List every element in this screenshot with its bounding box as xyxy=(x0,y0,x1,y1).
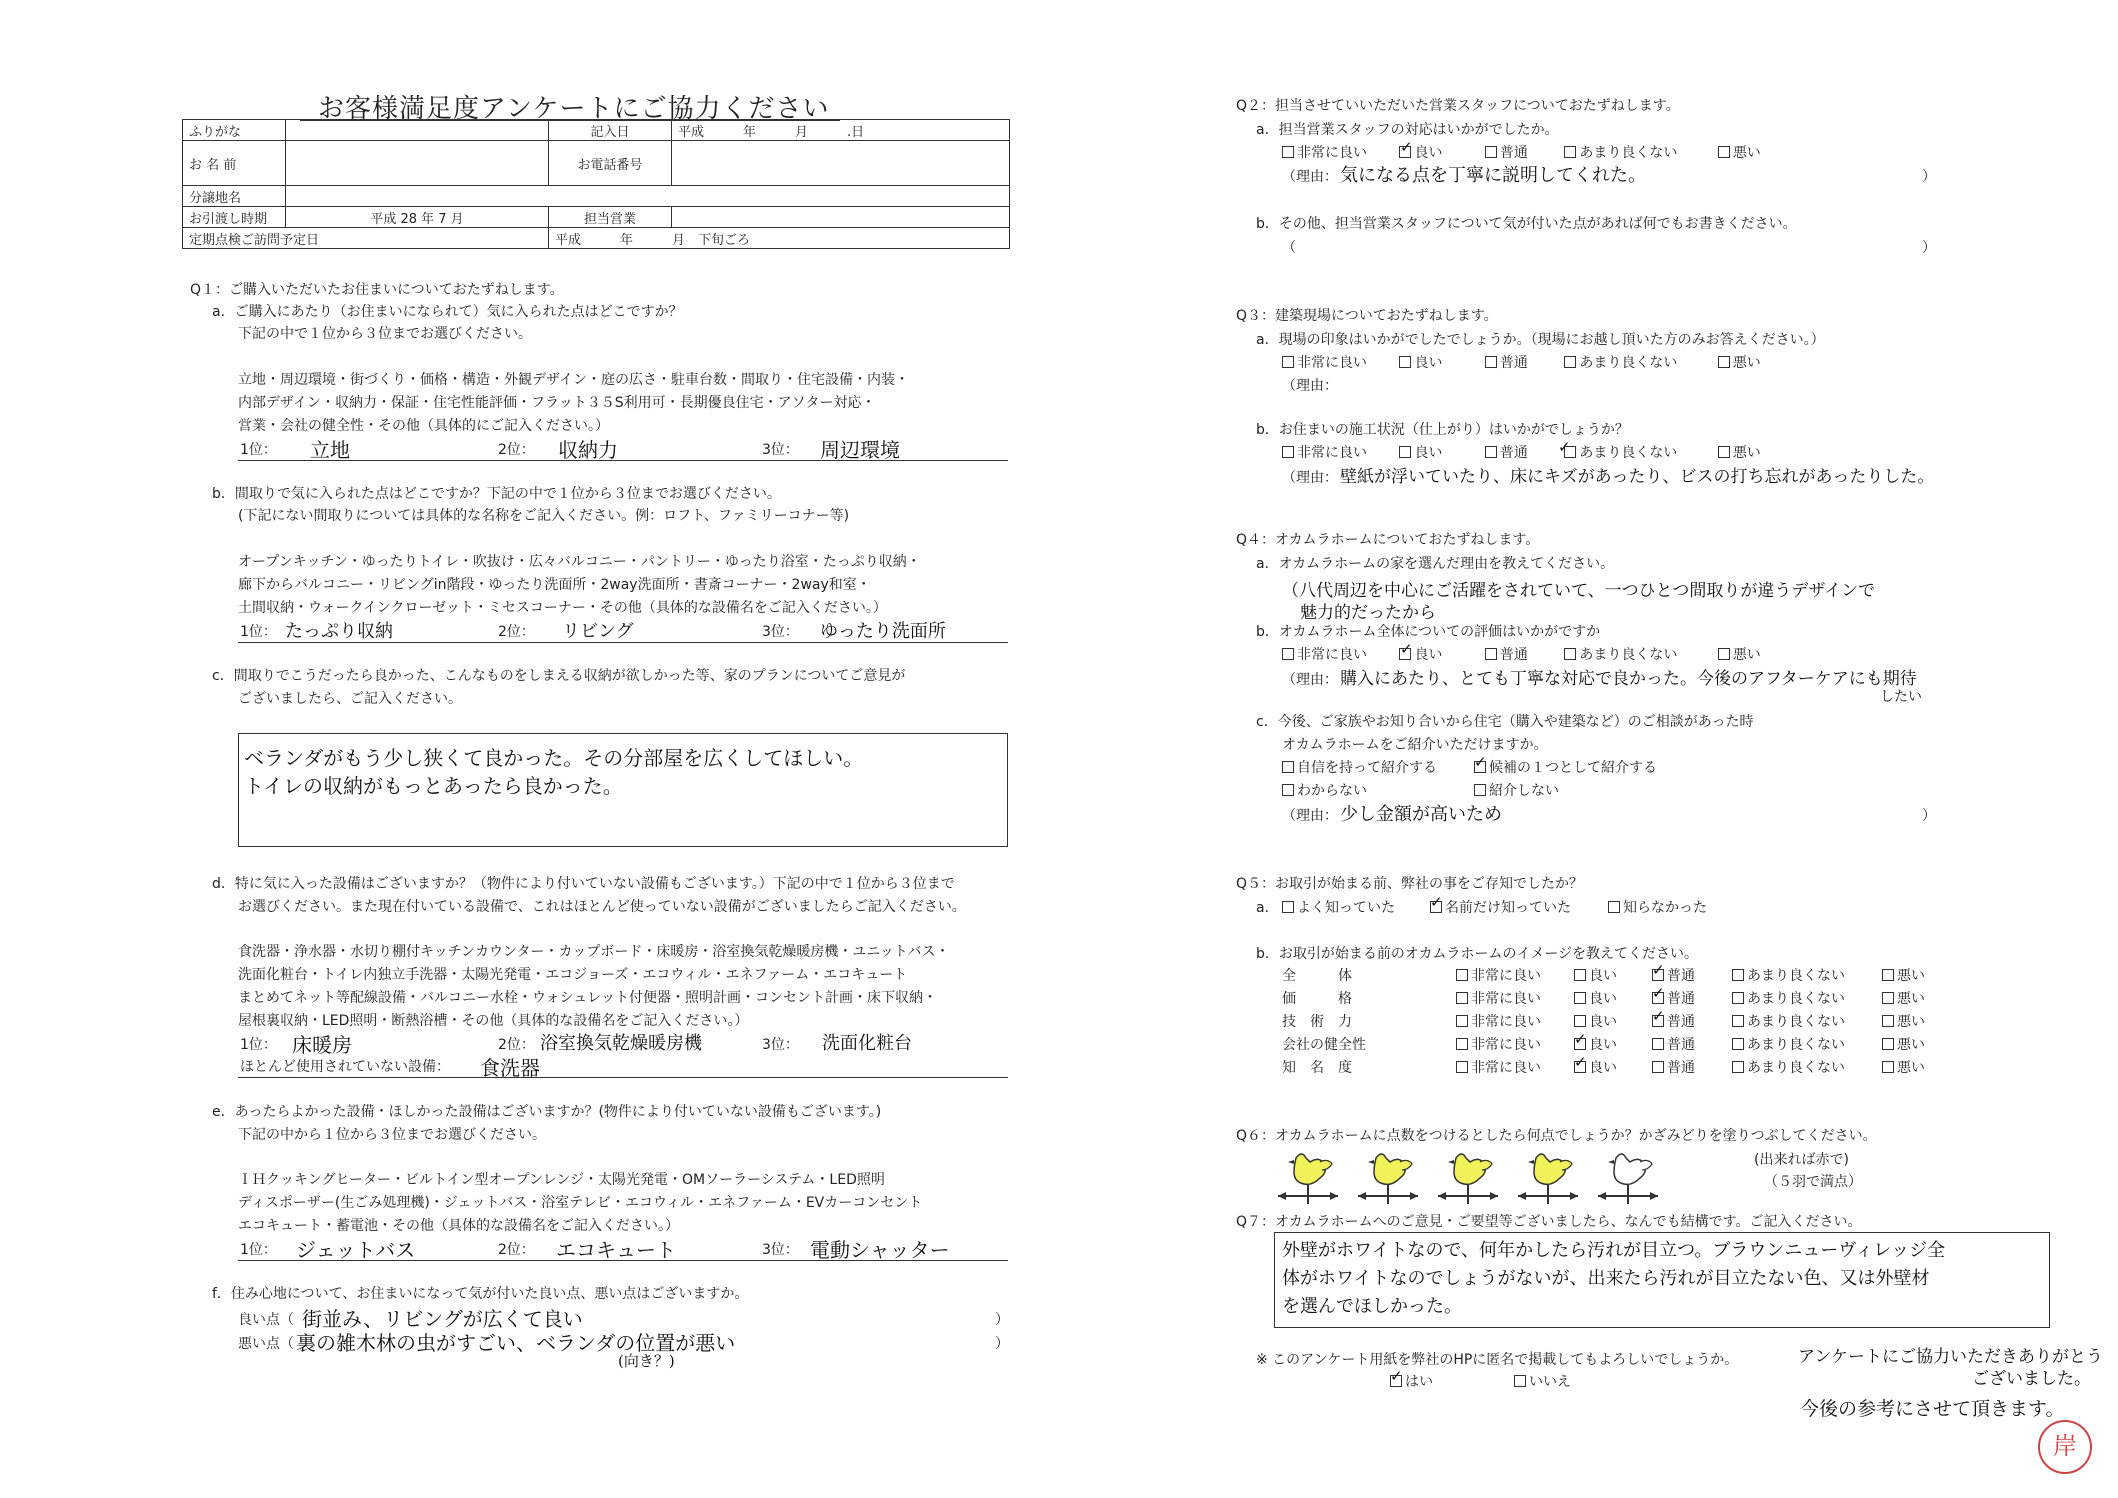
seal-stamp: 岸 xyxy=(2038,1420,2092,1474)
q5b-option[interactable]: あまり良くない xyxy=(1732,1058,1845,1078)
date-label: 記入日 xyxy=(549,120,672,141)
q5a-opt-2[interactable]: 名前だけ知っていた xyxy=(1430,898,1571,918)
phone-label: お電話番号 xyxy=(549,141,672,186)
q1e-options-3: エコキュート・蓄電池・その他（具体的な設備名をご記入ください。） xyxy=(238,1218,679,1234)
weathercock-icon[interactable] xyxy=(1276,1148,1340,1206)
sales-rep-label: 担当営業 xyxy=(549,207,672,228)
thanks-line-3: 今後の参考にさせて頂きます。 xyxy=(1800,1398,2065,1420)
q5b-option[interactable]: 普通 xyxy=(1652,989,1695,1009)
q1a-rank3-answer[interactable]: 周辺環境 xyxy=(820,438,900,462)
q2a-opt-4[interactable]: あまり良くない xyxy=(1564,145,1677,161)
q1d-options-2: 洗面化粧台・トイレ内独立手洗器・太陽光発電・エコジョーズ・エコウィル・エネファーム・エコキュート xyxy=(238,967,908,983)
q6-heading: Q６：オカムラホームに点数をつけるとしたら何点でしょうか？かざみどりを塗りつぶしてください。 xyxy=(1236,1128,1877,1144)
q5b-option[interactable]: 普通 xyxy=(1652,1035,1695,1055)
q1a-rank3-label: 3位： xyxy=(762,442,799,458)
q5b-option[interactable]: あまり良くない xyxy=(1732,1012,1845,1032)
q5b-option[interactable]: 悪い xyxy=(1882,989,1925,1009)
q5b-check-mark: ✓ xyxy=(1652,1007,1665,1025)
q1d-question-2: お選びください。また現在付いている設備で、これはほとんど使っていない設備がございましたらご記入ください。 xyxy=(238,899,966,915)
q1c-question-1: c．間取りでこうだったら良かった、こんなものをしまえる収納が欲しかった等、家のプランについてご意見が xyxy=(212,668,906,684)
q5b-option[interactable]: 非常に良い xyxy=(1456,966,1541,986)
q3b-question: b．お住まいの施工状況（仕上がり）はいかがでしょうか？ xyxy=(1256,422,1629,438)
q1b-instruction: (下記にない間取りについては具体的な名称をご記入ください。例：ロフト、ファミリーコナー等) xyxy=(238,508,850,524)
q3a-opt-2[interactable]: 良い xyxy=(1399,355,1442,371)
q1e-rank1-label: 1位： xyxy=(240,1242,277,1258)
q3a-question: a．現場の印象はいかがでしたでしょうか。（現場にお越し頂いた方のみお答えください。） xyxy=(1256,332,1825,348)
q2a-opt-3[interactable]: 普通 xyxy=(1485,145,1528,161)
q2b-open: （ xyxy=(1282,240,1296,256)
q4c-check-mark: ✓ xyxy=(1474,753,1487,771)
q4c-question-2: オカムラホームをご紹介いただけますか。 xyxy=(1282,737,1548,753)
inspection-field[interactable]: 平成 年 月 下旬ごろ xyxy=(549,228,1010,249)
thanks-line-1: アンケートにご協力いただきありがとう xyxy=(1798,1347,2103,1367)
phone-field[interactable] xyxy=(672,141,1010,186)
q1d-question-1: d．特に気に入った設備はございますか？（物件により付いていない設備もございます。）下記の中で１位から３位まで xyxy=(212,876,955,892)
q2a-options xyxy=(1282,143,1761,163)
q7-answer-line-2: 体がホワイトなのでしょうがないが、出来たら汚れが目立たない色、又は外壁材 xyxy=(1282,1268,1930,1289)
q5b-check-mark: ✓ xyxy=(1652,961,1665,979)
q4b-opt-2[interactable]: 良い xyxy=(1399,647,1442,663)
q1a-options-3: 営業・会社の健全性・その他（具体的にご記入ください。） xyxy=(238,418,609,434)
q3a-opt-3[interactable]: 普通 xyxy=(1485,355,1528,371)
q5b-option[interactable]: 非常に良い xyxy=(1456,1035,1541,1055)
q5a-opt-1[interactable]: よく知っていた xyxy=(1282,898,1395,918)
q1b-rank1-answer[interactable]: たっぷり収納 xyxy=(285,621,393,642)
q1b-question: b．間取りで気に入られた点はどこですか？下記の中で１位から３位までお選びください。 xyxy=(212,486,781,502)
q7-answer-line-3: を選んでほしかった。 xyxy=(1282,1296,1462,1317)
q2b-question: b．その他、担当営業スタッフについて気が付いた点があれば何でもお書きください。 xyxy=(1256,216,1797,232)
thanks-line-2: ございました。 xyxy=(1972,1369,2091,1389)
q5b-option[interactable]: 悪い xyxy=(1882,1035,1925,1055)
page-title: お客様満足度アンケートにご協力ください xyxy=(318,94,830,124)
q1e-rank1-answer[interactable]: ジェットバス xyxy=(296,1238,416,1262)
q4c-reason-close: ） xyxy=(1922,808,1936,824)
weathercock-icon[interactable] xyxy=(1596,1148,1660,1206)
q4c-opt-3[interactable]: わからない xyxy=(1282,781,1367,801)
weathercock-icon[interactable] xyxy=(1356,1148,1420,1206)
q5b-option[interactable]: 悪い xyxy=(1882,1058,1925,1078)
q5b-option[interactable]: 普通 xyxy=(1652,1058,1695,1078)
q1f-good-close: ） xyxy=(995,1312,1009,1328)
q3b-opt-1[interactable]: 非常に良い xyxy=(1282,445,1367,461)
q4c-reason-label: （理由： xyxy=(1282,808,1338,824)
q3b-opt-2[interactable]: 良い xyxy=(1399,445,1442,461)
name-label: お 名 前 xyxy=(183,141,286,186)
q1a-question: a．ご購入にあたり（お住まいになられて）気に入られた点はどこですか？ xyxy=(212,304,683,320)
q1d-rank3-answer[interactable]: 洗面化粧台 xyxy=(822,1033,912,1054)
q1e-rank2-label: 2位： xyxy=(498,1242,535,1258)
q1a-answer-line xyxy=(238,460,1008,461)
q5b-row-label: 会社の健全性 xyxy=(1282,1037,1366,1053)
q4b-reason-answer[interactable]: 購入にあたり、とても丁寧な対応で良かった。今後のアフターケアにも期待 xyxy=(1340,669,1917,689)
q1a-rank2-answer[interactable]: 収納力 xyxy=(558,438,618,462)
handover-label: お引渡し時期 xyxy=(183,207,286,228)
q5a-opt-3[interactable]: 知らなかった xyxy=(1608,898,1707,918)
furigana-label: ふりがな xyxy=(183,120,286,141)
q1f-bad-note: (向き？) xyxy=(618,1352,675,1370)
q2a-opt-5[interactable]: 悪い xyxy=(1718,145,1761,161)
weathercock-icon[interactable] xyxy=(1436,1148,1500,1206)
q1d-rank3-label: 3位： xyxy=(762,1037,799,1053)
q2b-close: ） xyxy=(1922,240,1936,256)
q5b-option[interactable]: 良い xyxy=(1574,989,1617,1009)
q1a-rank2-label: 2位： xyxy=(498,442,535,458)
q4b-check-mark: ✓ xyxy=(1400,640,1413,658)
q5b-row-label: 知 名 度 xyxy=(1282,1060,1352,1076)
q1d-unused-answer[interactable]: 食洗器 xyxy=(480,1056,540,1080)
q1f-bad-close: ） xyxy=(995,1336,1009,1352)
subdivision-label: 分譲地名 xyxy=(183,186,286,207)
q2a-reason-label: （理由： xyxy=(1282,169,1338,185)
q5b-row-label: 技 術 力 xyxy=(1282,1014,1352,1030)
q5b-option[interactable]: 良い xyxy=(1574,1012,1617,1032)
q1f-good-label: 良い点（ xyxy=(238,1312,294,1328)
q1a-rank1-answer[interactable]: 立地 xyxy=(310,438,350,462)
q3a-opt-5[interactable]: 悪い xyxy=(1718,355,1761,371)
q5b-check-mark: ✓ xyxy=(1574,1053,1587,1071)
q5b-option[interactable]: 普通 xyxy=(1652,1012,1695,1032)
q2a-reason-close: ） xyxy=(1922,169,1936,185)
q1b-rank3-answer[interactable]: ゆったり洗面所 xyxy=(820,621,946,642)
q1d-rank2-label: 2位： xyxy=(498,1037,535,1053)
q4b-options xyxy=(1282,645,1761,665)
q3a-opt-4[interactable]: あまり良くない xyxy=(1564,355,1677,371)
q1d-answer-line xyxy=(238,1077,1008,1078)
q5a-label: a． xyxy=(1256,900,1279,916)
customer-info-table xyxy=(182,119,1010,249)
furigana-field[interactable] xyxy=(286,120,549,141)
publish-yes-check-mark: ✓ xyxy=(1390,1367,1403,1385)
q4b-question: b．オカムラホーム全体についての評価はいかがですか xyxy=(1256,624,1601,640)
q1e-rank3-label: 3位： xyxy=(762,1242,799,1258)
q1a-options-1: 立地・周辺環境・街づくり・価格・構造・外観デザイン・庭の広さ・駐車台数・間取り・住宅設備・内装・ xyxy=(238,372,910,388)
q5b-check-mark: ✓ xyxy=(1652,984,1665,1002)
q4-heading: Q４：オカムラホームについておたずねします。 xyxy=(1236,532,1540,548)
q2a-reason-answer[interactable]: 気になる点を丁寧に説明してくれた。 xyxy=(1340,165,1646,186)
q1f-good-answer[interactable]: 街並み、リビングが広くて良い xyxy=(302,1307,583,1331)
q1c-answer-line-2: トイレの収納がもっとあったら良かった。 xyxy=(244,774,623,798)
q6-note-1: (出来れば赤で) xyxy=(1754,1152,1849,1168)
q7-heading: Q７：オカムラホームへのご意見・ご要望等ございましたら、なんでも結構です。ご記入ください。 xyxy=(1236,1214,1862,1230)
q4c-opt-1[interactable]: 自信を持って紹介する xyxy=(1282,758,1437,778)
q4c-reason-answer[interactable]: 少し金額が高いため xyxy=(1340,804,1502,825)
inspection-label: 定期点検ご訪問予定日 xyxy=(183,228,549,249)
q2a-opt-1[interactable]: 非常に良い xyxy=(1282,145,1367,161)
q1e-options-2: ディスポーザー(生ごみ処理機)・ジェットバス・浴室テレビ・エコウィル・エネファーム・EVカーコンセント xyxy=(238,1195,923,1211)
q4c-question-1: c．今後、ご家族やお知り合いから住宅（購入や建築など）のご相談があった時 xyxy=(1256,714,1754,730)
q1b-options-3: 土間収納・ウォークインクローゼット・ミセスコーナー・その他（具体的な設備名をご記入ください。） xyxy=(238,600,887,616)
q5b-option[interactable]: 非常に良い xyxy=(1456,1012,1541,1032)
q5b-option[interactable]: 良い xyxy=(1574,1035,1617,1055)
q7-answer-line-1: 外壁がホワイトなので、何年かしたら汚れが目立つ。ブラウンニューヴィレッジ全 xyxy=(1282,1240,1946,1261)
q2-heading: Q２：担当させていいただいた営業スタッフについておたずねします。 xyxy=(1236,98,1680,114)
q1d-unused-label: ほとんど使用されていない設備： xyxy=(240,1059,450,1075)
q1d-rank2-answer[interactable]: 浴室換気乾燥暖房機 xyxy=(540,1033,702,1054)
q1d-rank1-label: 1位： xyxy=(240,1037,277,1053)
q5b-question: b．お取引が始まる前のオカムラホームのイメージを教えてください。 xyxy=(1256,946,1699,962)
q1d-options-1: 食洗器・浄水器・水切り棚付キッチンカウンター・カップボード・床暖房・浴室換気乾燥暖房機・ユニットバス・ xyxy=(238,944,950,960)
q5b-option[interactable]: 良い xyxy=(1574,1058,1617,1078)
publish-permission-note: ※ このアンケート用紙を弊社のHPに匿名で掲載してもよろしいでしょうか。 xyxy=(1256,1352,1739,1368)
q5b-option[interactable]: あまり良くない xyxy=(1732,1035,1845,1055)
q1e-rank2-answer[interactable]: エコキュート xyxy=(556,1238,676,1262)
q5b-option[interactable]: 非常に良い xyxy=(1456,1058,1541,1078)
q4a-answer-2[interactable]: 魅力的だったから xyxy=(1300,603,1436,623)
q1e-question-2: 下記の中から１位から３位までお選びください。 xyxy=(238,1127,546,1143)
q1f-bad-label: 悪い点（ xyxy=(238,1336,294,1352)
q5a-check-mark: ✓ xyxy=(1430,893,1443,911)
q5b-row-label: 価 格 xyxy=(1282,991,1352,1007)
q4c-opt-2[interactable]: 候補の１つとして紹介する xyxy=(1474,758,1657,778)
q1e-options-1: ＩＨクッキングヒーター・ビルトイン型オープンレンジ・太陽光発電・OMソーラーシステム・LED照明 xyxy=(238,1172,885,1188)
q3b-options xyxy=(1282,443,1761,463)
q5b-option[interactable]: 普通 xyxy=(1652,966,1695,986)
handover-field[interactable]: 平成 28 年 7 月 xyxy=(286,207,549,228)
q2a-opt-2[interactable]: 良い xyxy=(1399,145,1442,161)
q4b-opt-1[interactable]: 非常に良い xyxy=(1282,647,1367,663)
publish-no-option[interactable]: いいえ xyxy=(1514,1372,1571,1392)
q4b-opt-4[interactable]: あまり良くない xyxy=(1564,647,1677,663)
q3b-reason-label: （理由： xyxy=(1282,470,1338,486)
q5b-row-label: 全 体 xyxy=(1282,968,1352,984)
q1b-rank3-label: 3位： xyxy=(762,624,799,640)
q3-heading: Q３：建築現場についておたずねします。 xyxy=(1236,308,1498,324)
q1f-bad-answer[interactable]: 裏の雑木林の虫がすごい、ベランダの位置が悪い xyxy=(296,1331,736,1355)
name-field[interactable] xyxy=(286,141,549,186)
subdivision-field[interactable] xyxy=(286,186,1010,207)
q1c-answer-line-1: ベランダがもう少し狭くて良かった。その分部屋を広くしてほしい。 xyxy=(244,746,864,770)
q1b-rank2-answer[interactable]: リビング xyxy=(562,621,634,642)
q2a-question: a．担当営業スタッフの対応はいかがでしたか。 xyxy=(1256,122,1559,138)
q1d-options-3: まとめてネット等配線設備・バルコニー水栓・ウォシュレット付便器・照明計画・コンセント計画・床下収納・ xyxy=(238,990,938,1006)
q4a-question: a．オカムラホームの家を選んだ理由を教えてください。 xyxy=(1256,556,1615,572)
q5b-option[interactable]: あまり良くない xyxy=(1732,989,1845,1009)
q1-heading: Q１：ご購入いただいたお住まいについておたずねします。 xyxy=(190,282,564,298)
q5b-check-mark: ✓ xyxy=(1574,1030,1587,1048)
q3a-opt-1[interactable]: 非常に良い xyxy=(1282,355,1367,371)
q3a-options xyxy=(1282,353,1761,373)
q1a-rank1-label: 1位： xyxy=(240,442,277,458)
q6-note-2: （５羽で満点） xyxy=(1764,1174,1862,1190)
q5b-option[interactable]: 良い xyxy=(1574,966,1617,986)
q4c-opt-4[interactable]: 紹介しない xyxy=(1474,781,1559,801)
q4b-opt-3[interactable]: 普通 xyxy=(1485,647,1528,663)
q1d-rank1-answer[interactable]: 床暖房 xyxy=(292,1033,352,1057)
q5b-option[interactable]: 非常に良い xyxy=(1456,989,1541,1009)
sales-rep-field[interactable] xyxy=(672,207,1010,228)
q1d-options-4: 屋根裏収納・LED照明・断熱浴槽・その他（具体的な設備名をご記入ください。） xyxy=(238,1013,749,1029)
q1b-rank1-label: 1位： xyxy=(240,624,277,640)
q2a-check-mark: ✓ xyxy=(1400,138,1413,156)
q1b-options-1: オープンキッチン・ゆったりトイレ・吹抜け・広々バルコニー・パントリー・ゆったり浴室・たっぷり収納・ xyxy=(238,554,921,570)
q1c-question-2: ございましたら、ご記入ください。 xyxy=(238,691,462,707)
q1b-options-2: 廊下からバルコニー・リビングin階段・ゆったり洗面所・2way洗面所・書斎コーナー・2way和室・ xyxy=(238,577,871,593)
q4b-reason-answer-2[interactable]: したい xyxy=(1880,689,1922,705)
weathercock-icon[interactable] xyxy=(1516,1148,1580,1206)
q3b-opt-5[interactable]: 悪い xyxy=(1718,445,1761,461)
q4b-opt-5[interactable]: 悪い xyxy=(1718,647,1761,663)
q1b-rank2-label: 2位： xyxy=(498,624,535,640)
q5-heading: Q５：お取引が始まる前、弊社の事をご存知でしたか？ xyxy=(1236,876,1584,892)
q3b-reason-answer[interactable]: 壁紙が浮いていたり、床にキズがあったり、ビスの打ち忘れがあったりした。 xyxy=(1340,467,1935,487)
q1a-options-2: 内部デザイン・収納力・保証・住宅性能評価・フラット３５S利用可・長期優良住宅・アソター対応・ xyxy=(238,395,876,411)
q3a-reason-label: （理由： xyxy=(1282,378,1338,394)
q1e-question-1: e．あったらよかった設備・ほしかった設備はございますか？(物件により付いていない設備もございます。) xyxy=(212,1104,882,1120)
q1f-question: f．住み心地について、お住まいになって気が付いた良い点、悪い点はございますか。 xyxy=(212,1286,749,1302)
q4a-answer-1[interactable]: （八代周辺を中心にご活躍をされていて、一つひとつ間取りが違うデザインで xyxy=(1282,581,1876,601)
q1e-answer-line xyxy=(238,1260,1008,1261)
q3b-opt-4[interactable]: あまり良くない xyxy=(1564,445,1677,461)
q1b-answer-line xyxy=(238,642,1008,643)
q5b-option[interactable]: 悪い xyxy=(1882,1012,1925,1032)
q4b-reason-label: （理由： xyxy=(1282,672,1338,688)
q3b-check-mark: ✓ xyxy=(1558,438,1571,456)
q1a-instruction: 下記の中で１位から３位までお選びください。 xyxy=(238,326,532,342)
q1e-rank3-answer[interactable]: 電動シャッター xyxy=(810,1238,950,1262)
q3b-opt-3[interactable]: 普通 xyxy=(1485,445,1528,461)
publish-yes-option[interactable]: はい xyxy=(1390,1372,1433,1392)
q5b-option[interactable]: あまり良くない xyxy=(1732,966,1845,986)
q5b-option[interactable]: 悪い xyxy=(1882,966,1925,986)
date-field[interactable]: 平成 年 月 .日 xyxy=(672,120,1010,141)
